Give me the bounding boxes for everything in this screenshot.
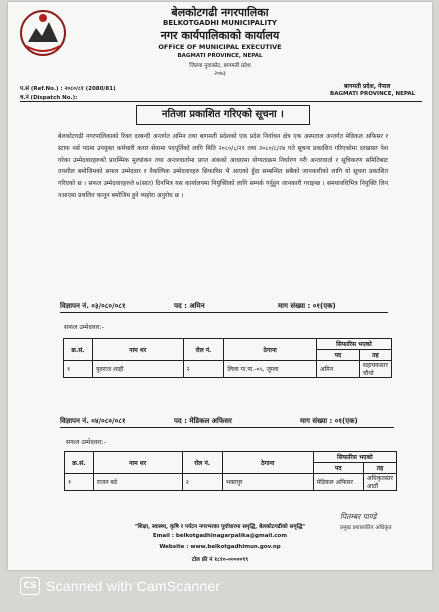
col-roll: रोल नं. <box>182 452 222 474</box>
cell-roll: २ <box>182 474 222 491</box>
advert-post: पद : अमिन <box>174 302 205 310</box>
col-address: ठेगाना <box>224 339 317 361</box>
col-roll: रोल नं. <box>183 339 224 361</box>
cell-sn: १ <box>65 474 94 491</box>
municipality-name-en: BELKOTGADHI MUNICIPALITY <box>163 19 277 27</box>
successful-candidates-label: सफल उम्मेदवार:- <box>64 324 104 331</box>
cell-address: भक्तपुर <box>222 474 313 491</box>
established-year: २०७३ <box>214 71 226 77</box>
office-address: जिल्ला नुवाकोट, बागमती प्रदेश <box>189 63 251 69</box>
advert-underline <box>60 427 394 428</box>
footer-phone: टोल फ्री नं १८१०-०००००९९ <box>191 557 249 563</box>
reference-number: प.सं (Ref.No.) : २०८०/८१ (2080/81) <box>20 86 116 92</box>
footer-email: Email : belkotgadhinagarpalika@gmail.com <box>152 533 288 539</box>
notice-title: नतिजा प्रकाशित गरिएको सूचना । <box>136 105 310 125</box>
advert-post: पद : मेडिकल अफिसर <box>174 417 232 425</box>
cell-roll: २ <box>183 361 224 378</box>
office-name-np: नगर कार्यपालिकाको कार्यालय <box>160 29 280 42</box>
office-name-en: OFFICE OF MUNICIPAL EXECUTIVE <box>158 43 282 51</box>
signature-title: प्रमुख प्रशासकीय अधिकृत <box>340 525 392 531</box>
col-level: तह <box>363 463 396 474</box>
advert-count: माग संख्या : ०१(एक) <box>278 302 336 310</box>
cell-address: लिला गा.पा.-०५, जुम्ला <box>224 361 317 378</box>
successful-candidates-label: सफल उम्मेदवार:- <box>66 439 106 446</box>
table-row <box>65 474 397 491</box>
camscanner-watermark: Scanned with CamScanner <box>46 578 221 594</box>
col-recommended: सिफारिस भएको <box>313 452 396 463</box>
cell-level: अधिकृतस्तर आठौं <box>363 474 396 491</box>
col-address: ठेगाना <box>222 452 313 474</box>
cell-post: अमिन <box>317 361 360 378</box>
footer-website: Website : www.belkotgadhimun.gov.np <box>159 544 281 550</box>
cell-name: युवराज शाही <box>92 361 183 378</box>
footer-slogan: "शिक्षा, स्वास्थ्य, कृषि र पर्यटन नगरभरका पूर्वाधारमा समृद्धि, बेलकोटगढीको समृद्धि" <box>134 524 306 530</box>
col-post: पद <box>317 350 360 361</box>
signature-name: पितम्बर पाण्डे <box>340 512 377 521</box>
col-name: नाम थर <box>92 339 183 361</box>
candidate-table <box>64 451 397 491</box>
col-post: पद <box>313 463 363 474</box>
document-page <box>8 2 432 570</box>
location-line-en: BAGMATI PROVINCE, NEPAL <box>177 53 263 59</box>
advert-number: विज्ञापन नं. ०४/०८०/०८१ <box>60 417 126 425</box>
municipality-name-np: बेलकोटगढी नगरपालिका <box>171 6 269 19</box>
col-level: तह <box>359 350 391 361</box>
province-en: BAGMATI PROVINCE, NEPAL <box>330 91 416 97</box>
candidate-table <box>63 338 392 378</box>
col-sn: क्र.सं. <box>64 339 93 361</box>
dispatch-number: च.नं (Dispatch No.): <box>20 95 78 101</box>
advert-underline <box>60 312 388 313</box>
col-sn: क्र.सं. <box>65 452 94 474</box>
header-divider <box>20 101 422 102</box>
province-np: बागमती प्रदेश, नेपाल <box>344 83 391 90</box>
cell-post: मेडिकल अफिसर <box>313 474 363 491</box>
camscanner-logo-icon: CS <box>20 577 40 595</box>
notice-body: बेलकोटगढी नगरपालिकाको रिक्त दरबन्दी अन्तर्गत अमिन तथा बागमती प्रदेशको एक प्रदेश निर्वाचन क्षेत्र एक अस्पताल अन्तर्गत मेडिकल अफिसर र स्टाफ नर्स पदमा उपयुक्त कर्मचारी करार सेवामा पदपूर्तिको लागि मिति २०८०/८/२१ तथा २०८०/८/२४ गते सूचना प्रकाशित गरिएकोमा दरखास्त पेश गरेका उम्मेदवारहरुको प्रारम्भिक मुल्यांकन तथा अन्तरवार्तामा प्राप्त अंकको आधारमा योग्यताक्रम निर्धारण गरी अन्तरवार्ता र सूचिकरण समितिबाट तपशील बमोजिमको सफल उम्मेदवार र वैकल्पिक उम्मेदवारहरु सिफारिस भै आएको हुँदा सम्बन्धित सबैको जानकारीको लागि यो सूचना प्रकाशित गरिएको छ । सफल उम्मेदवारहरुले ७(सात) दिनभित्र यस कार्यालयमा नियुक्तिको लागि सम्पर्क गर्नुहुन जानकारी गराइन्छ । समयावधिभित्र नियुक्ति लिन नआएमा प्रचलित कानून बमोजिम हुने व्यहोरा अनुरोध छ । <box>58 133 388 199</box>
col-recommended: सिफारिस भएको <box>317 339 392 350</box>
cell-level: सहायकस्तर चौथो <box>359 361 391 378</box>
advert-count: माग संख्या : ०१(एक) <box>300 417 358 425</box>
cell-name: राजन बडे <box>93 474 182 491</box>
advert-number: विज्ञापन नं. ०३/०८०/०८१ <box>60 302 126 310</box>
table-row <box>64 361 392 378</box>
cell-sn: १ <box>64 361 93 378</box>
col-name: नाम थर <box>93 452 182 474</box>
